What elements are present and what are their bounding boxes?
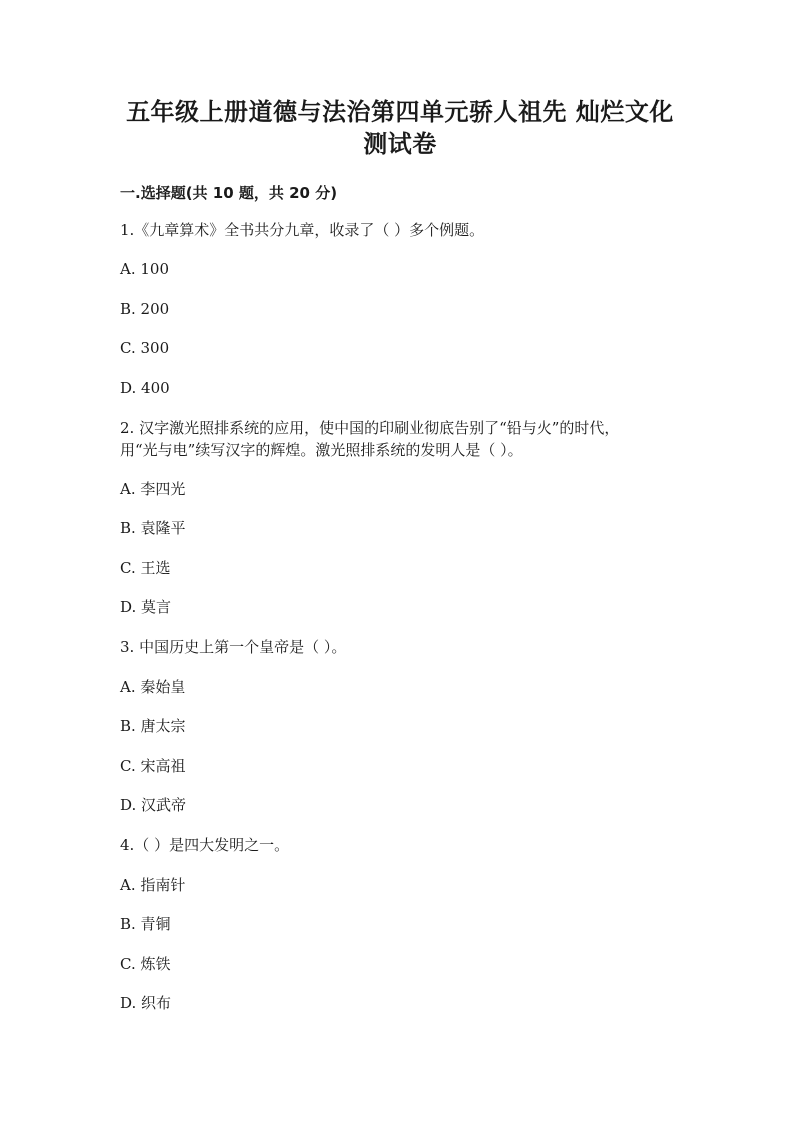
question-1-option-a: A. 100 bbox=[120, 260, 169, 278]
question-2-option-c: C. 王选 bbox=[120, 559, 171, 577]
question-4-option-a: A. 指南针 bbox=[120, 876, 186, 894]
section-heading: 一.选择题(共 10 题，共 20 分) bbox=[120, 184, 338, 202]
question-4-option-d: D. 织布 bbox=[120, 994, 172, 1012]
question-1-option-c: C. 300 bbox=[120, 339, 170, 357]
question-2-stem-line-2: 用“光与电”续写汉字的辉煌。激光照排系统的发明人是（ ）。 bbox=[120, 441, 523, 459]
document-title-line-2: 测试卷 bbox=[363, 130, 437, 158]
question-1-option-b: B. 200 bbox=[120, 300, 170, 318]
question-4-option-b: B. 青铜 bbox=[120, 915, 171, 933]
question-3-option-a: A. 秦始皇 bbox=[120, 678, 186, 696]
question-2-option-b: B. 袁隆平 bbox=[120, 519, 186, 537]
question-1-option-d: D. 400 bbox=[120, 379, 170, 397]
question-4-stem: 4.（ ）是四大发明之一。 bbox=[120, 836, 290, 854]
question-3-option-b: B. 唐太宗 bbox=[120, 717, 186, 735]
question-3-stem: 3. 中国历史上第一个皇帝是（ ）。 bbox=[120, 638, 347, 656]
document-title-line-1: 五年级上册道德与法治第四单元骄人祖先 灿烂文化 bbox=[126, 98, 674, 126]
question-2-stem-line-1: 2. 汉字激光照排系统的应用，使中国的印刷业彻底告别了“铅与火”的时代， bbox=[120, 419, 620, 437]
question-3-option-c: C. 宋高祖 bbox=[120, 757, 186, 775]
question-1-stem: 1.《九章算术》全书共分九章，收录了（ ）多个例题。 bbox=[120, 221, 485, 239]
question-2-option-d: D. 莫言 bbox=[120, 598, 172, 616]
question-4-option-c: C. 炼铁 bbox=[120, 955, 171, 973]
question-2-option-a: A. 李四光 bbox=[120, 480, 186, 498]
question-3-option-d: D. 汉武帝 bbox=[120, 796, 187, 814]
